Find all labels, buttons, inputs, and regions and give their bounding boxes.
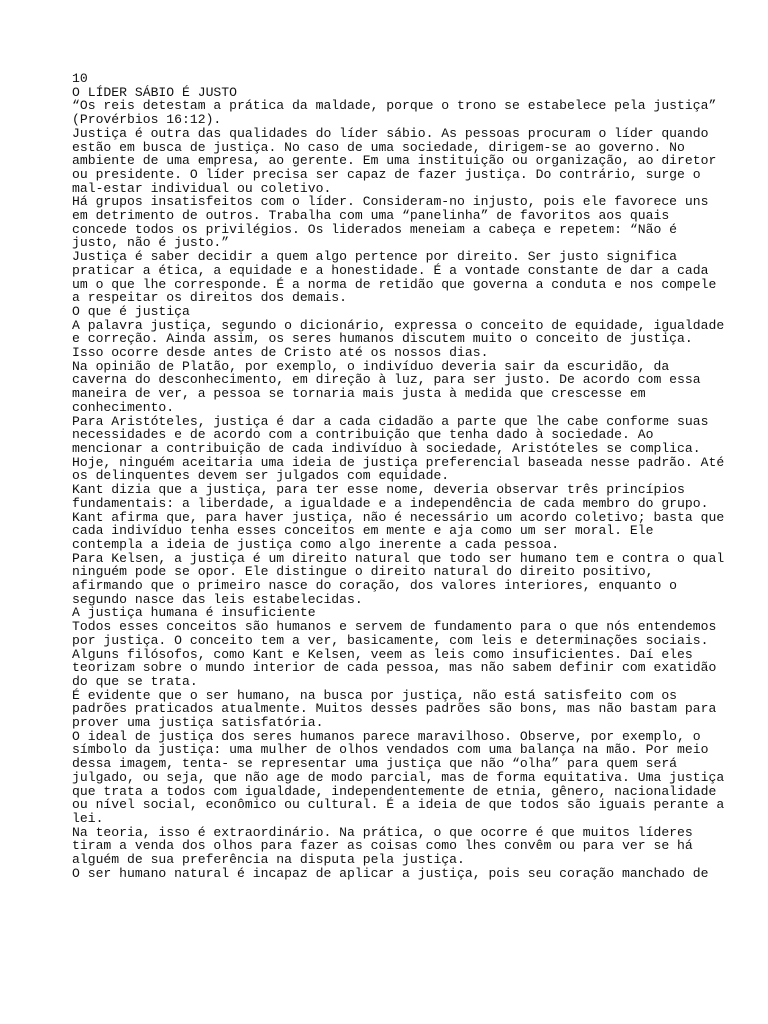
text-line: teorizam sobre o mundo interior de cada pessoa, mas não sabem definir com exatidão: [72, 660, 717, 676]
text-line: Isso ocorre desde antes de Cristo até os nossos dias.: [72, 345, 489, 361]
text-line: Justiça é outra das qualidades do líder sábio. As pessoas procuram o líder quando: [72, 125, 709, 141]
text-line: dessa imagem, tenta- se representar uma justiça que não “olha” para quem será: [72, 756, 678, 772]
text-line: contempla a ideia de justiça como algo inerente a cada pessoa.: [72, 536, 560, 552]
text-line: O ser humano natural é incapaz de aplicar a justiça, pois seu coração manchado de: [72, 865, 709, 881]
text-line: e correção. Ainda assim, os seres humanos discutem muito o conceito de justiça.: [72, 331, 693, 347]
text-line: A justiça humana é insuficiente: [72, 605, 316, 621]
text-line: que trata a todos com igualdade, independentemente de etnia, gênero, nacionalidade: [72, 783, 717, 799]
text-line: Há grupos insatisfeitos com o líder. Consideram-no injusto, pois ele favorece uns: [72, 194, 709, 210]
text-line: ou presidente. O líder precisa ser capaz de fazer justiça. Do contrário, surge o: [72, 166, 701, 182]
text-line: justo, não é justo.”: [72, 235, 230, 251]
text-line: alguém de sua preferência na disputa pela justiça.: [72, 852, 465, 868]
text-line: julgado, ou seja, que não age de modo parcial, mas de forma equitativa. Uma justiça: [72, 769, 725, 785]
text-line: O ideal de justiça dos seres humanos parece maravilhoso. Observe, por exemplo, o: [72, 728, 701, 744]
text-line: ninguém pode se opor. Ele distingue o direito natural do direito positivo,: [72, 564, 654, 580]
document-body: [72, 71, 725, 881]
text-line: ambiente de uma empresa, ao gerente. Em uma instituição ou organização, ao diretor: [72, 153, 717, 169]
text-line: a respeitar os direitos dos demais.: [72, 290, 348, 306]
text-line: A palavra justiça, segundo o dicionário, expressa o conceito de equidade, igualdade: [72, 317, 725, 333]
text-line: Para Aristóteles, justiça é dar a cada cidadão a parte que lhe cabe conforme suas: [72, 413, 709, 429]
text-line: É evidente que o ser humano, na busca por justiça, não está satisfeito com os: [72, 687, 678, 703]
text-line: ou nível social, econômico ou cultural. É a ideia de que todos são iguais perante a: [72, 797, 725, 813]
text-line: em detrimento de outros. Trabalha com uma “panelinha” de favoritos aos quais: [72, 208, 670, 224]
text-line: “Os reis detestam a prática da maldade, porque o trono se estabelece pela justiça”: [72, 98, 717, 114]
text-line: (Provérbios 16:12).: [72, 112, 222, 128]
text-line: símbolo da justiça: uma mulher de olhos vendados com uma balança na mão. Por meio: [72, 742, 709, 758]
text-line: praticar a ética, a equidade e a honestidade. É a vontade constante de dar a cada: [72, 262, 709, 278]
text-line: segundo nasce das leis estabelecidas.: [72, 591, 363, 607]
chapter-title: O LÍDER SÁBIO É JUSTO: [72, 84, 238, 100]
text-line: cada indivíduo tenha esses conceitos em mente e aja como um ser moral. Ele: [72, 523, 654, 539]
text-line: caverna do desconhecimento, em direção à luz, para ser justo. De acordo com essa: [72, 372, 701, 388]
text-line: Alguns filósofos, como Kant e Kelsen, veem as leis como insuficientes. Daí eles: [72, 646, 693, 662]
text-line: por justiça. O conceito tem a ver, basicamente, com leis e determinações sociais.: [72, 632, 709, 648]
text-line: Para Kelsen, a justiça é um direito natural que todo ser humano tem e contra o qual: [72, 550, 725, 566]
text-line: fundamentais: a liberdade, a igualdade e a independência de cada membro do grupo.: [72, 495, 709, 511]
text-line: Justiça é saber decidir a quem algo pertence por direito. Ser justo significa: [72, 249, 678, 265]
text-line: do que se trata.: [72, 673, 198, 689]
text-line: os delinquentes devem ser julgados com equidade.: [72, 468, 450, 484]
text-line: conhecimento.: [72, 399, 175, 415]
text-line: necessidades e de acordo com a contribuição que tenha dado à sociedade. Ao: [72, 427, 654, 443]
text-line: maneira de ver, a pessoa se tornaria mais justa à medida que crescesse em: [72, 386, 646, 402]
text-line: afirmando que o primeiro nasce do coração, dos valores interiores, enquanto o: [72, 578, 678, 594]
page-number: 10: [72, 71, 88, 86]
text-line: prover uma justiça satisfatória.: [72, 715, 324, 731]
text-line: Kant dizia que a justiça, para ter esse nome, deveria observar três princípios: [72, 482, 685, 498]
text-line: lei.: [72, 810, 104, 826]
text-line: Todos esses conceitos são humanos e servem de fundamento para o que nós entendemos: [72, 619, 717, 635]
text-line: padrões praticados atualmente. Muitos desses padrões são bons, mas não bastam para: [72, 701, 717, 717]
text-line: estão em busca de justiça. No caso de uma sociedade, dirigem-se ao governo. No: [72, 139, 685, 155]
text-line: Kant afirma que, para haver justiça, não é necessário um acordo coletivo; basta que: [72, 509, 725, 525]
text-line: concede todos os privilégios. Os liderados meneiam a cabeça e repetem: “Não é: [72, 221, 678, 237]
text-line: um o que lhe corresponde. É a norma de retidão que governa a conduta e nos compele: [72, 276, 717, 292]
text-line: Na opinião de Platão, por exemplo, o indivíduo deveria sair da escuridão, da: [72, 358, 670, 374]
document-page: [72, 71, 725, 881]
text-line: tiram a venda dos olhos para fazer as coisas como lhes convêm ou para ver se há: [72, 838, 693, 854]
text-line: mal-estar individual ou coletivo.: [72, 180, 332, 196]
text-line: Na teoria, isso é extraordinário. Na prática, o que ocorre é que muitos líderes: [72, 824, 693, 840]
text-line: O que é justiça: [72, 303, 190, 319]
text-line: Hoje, ninguém aceitaria uma ideia de justiça preferencial baseada nesse padrão. Até: [72, 454, 725, 470]
text-line: mencionar a contribuição de cada indivíduo à sociedade, Aristóteles se complica.: [72, 440, 701, 456]
